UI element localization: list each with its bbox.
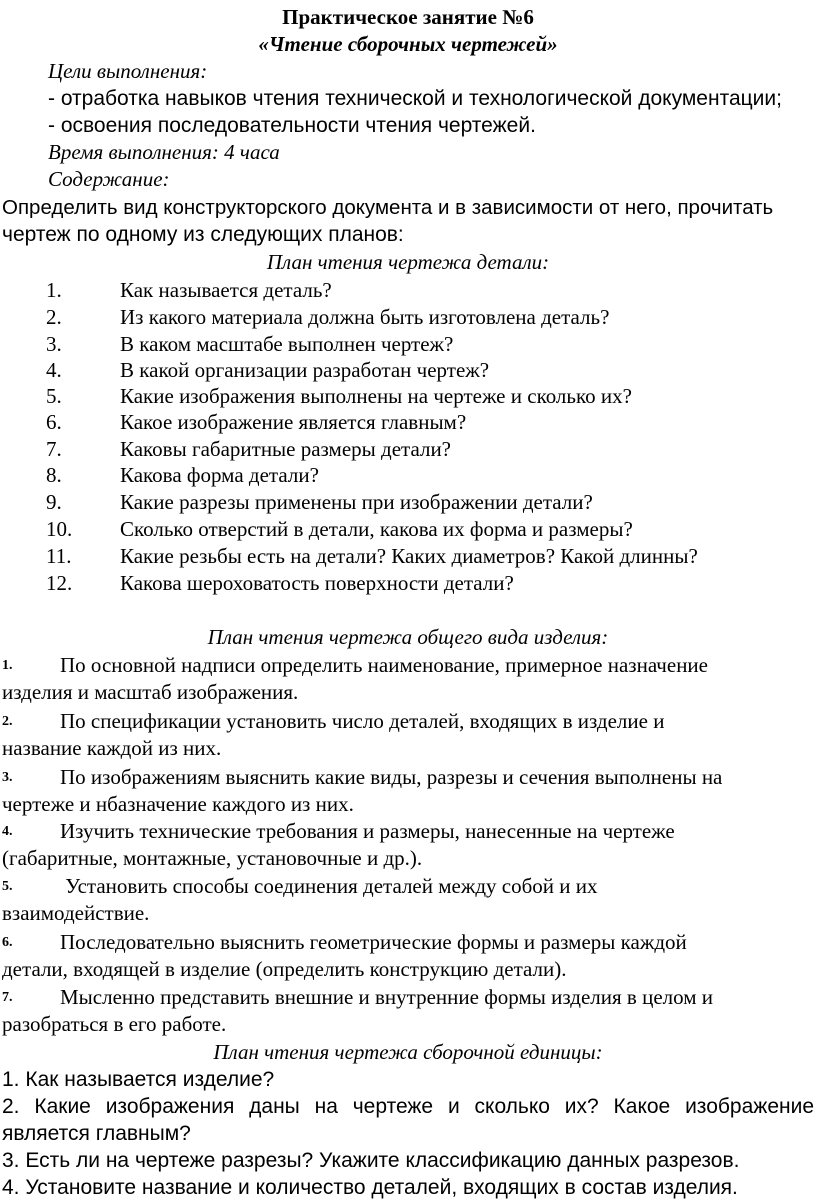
list-item-text: Какова форма детали? [120, 463, 319, 487]
list-item-text: Установить способы соединения деталей между собой и их [60, 874, 598, 898]
list-item-number: 12. [46, 571, 73, 595]
assembly-item-2-continuation: является главным? [2, 1122, 191, 1145]
list-item-text: Какие разрезы применены при изображении детали? [120, 490, 593, 514]
task-line-2: чертеж по одному из следующих планов: [2, 223, 404, 246]
list-item-text: Каковы габаритные размеры детали? [120, 437, 452, 461]
list-item-text: Изучить технические требования и размеры, нанесенные на чертеже [60, 819, 675, 843]
list-item-text: Какова шероховатость поверхности детали? [120, 571, 514, 595]
list-item-number: 1. [46, 278, 62, 302]
list-item-continuation: разобраться в его работе. [2, 1012, 227, 1036]
list-item-text: По спецификации установить число деталей, входящих в изделие и [60, 709, 665, 733]
list-item-number: 6. [46, 410, 62, 434]
list-item-number: 3. [2, 770, 13, 785]
list-item-number: 3. [46, 332, 62, 356]
list-item-text: Последовательно выяснить геометрические формы и размеры каждой [60, 930, 687, 954]
list-item-text: В какой организации разработан чертеж? [120, 358, 490, 382]
assembly-item-2-text: 2. Какие изображения даны на чертеже и сколько их? Какое изображение [2, 1095, 814, 1118]
plan-assembly-heading: План чтения чертежа сборочной единицы: [213, 1040, 603, 1064]
list-item-text: Сколько отверстий в детали, какова их форма и размеры? [120, 517, 633, 541]
list-item-continuation: взаимодействие. [2, 901, 150, 925]
list-item-number: 4. [46, 358, 62, 382]
list-item-text: Какое изображение является главным? [120, 410, 467, 434]
list-item-number: 2. [2, 714, 13, 729]
goal-item-2: - освоения последовательности чтения чертежей. [48, 114, 536, 137]
content-label: Содержание: [48, 167, 170, 191]
list-item-continuation: чертеже и нбазначение каждого из них. [2, 792, 354, 816]
list-item-number: 11. [46, 544, 72, 568]
list-item-continuation: (габаритные, монтажные, установочные и др.). [2, 846, 423, 870]
plan-detail-heading: План чтения чертежа детали: [266, 250, 550, 274]
list-item-number: 7. [46, 437, 62, 461]
assembly-item-4: 4. Установите название и количество деталей, входящих в состав изделия. [2, 1176, 738, 1199]
list-item-number: 4. [2, 824, 13, 839]
list-item-text: По основной надписи определить наименование, примерное назначение [60, 653, 708, 677]
list-item-text: Как называется деталь? [120, 278, 332, 302]
list-item-continuation: изделия и масштаб изображения. [2, 680, 299, 704]
assembly-item-2 [2, 1093, 814, 1120]
list-item-number: 7. [2, 990, 13, 1005]
goals-label: Цели выполнения: [48, 59, 208, 83]
list-item-number: 10. [46, 517, 73, 541]
page-subtitle: «Чтение сборочных чертежей» [258, 32, 558, 56]
list-item-number: 5. [46, 384, 62, 408]
list-item-text: Какие резьбы есть на детали? Каких диаметров? Какой длинны? [120, 544, 698, 568]
list-item-continuation: название каждой из них. [2, 736, 222, 760]
list-item-text: Какие изображения выполнены на чертеже и сколько их? [120, 384, 632, 408]
list-item-number: 6. [2, 935, 13, 950]
list-item-number: 5. [2, 879, 13, 894]
list-item-text: По изображениям выяснить какие виды, разрезы и сечения выполнены на [60, 765, 723, 789]
assembly-item-3: 3. Есть ли на чертеже разрезы? Укажите классификацию данных разрезов. [2, 1149, 740, 1172]
task-line-1: Определить вид конструкторского документа и в зависимости от него, прочитать [2, 196, 774, 219]
list-item-text: Мысленно представить внешние и внутренние формы изделия в целом и [60, 985, 714, 1009]
time-label: Время выполнения: 4 часа [48, 140, 280, 164]
list-item-text: В каком масштабе выполнен чертеж? [120, 332, 454, 356]
list-item-text: Из какого материала должна быть изготовлена деталь? [120, 305, 610, 329]
list-item-number: 2. [46, 305, 62, 329]
list-item-number: 8. [46, 463, 62, 487]
goal-item-1: - отработка навыков чтения технической и технологической документации; [48, 87, 782, 110]
plan-general-heading: План чтения чертежа общего вида изделия: [207, 625, 609, 649]
list-item-continuation: детали, входящей в изделие (определить конструкцию детали). [2, 957, 567, 981]
list-item-number: 1. [2, 658, 13, 673]
list-item-number: 9. [46, 490, 62, 514]
page-title: Практическое занятие №6 [282, 5, 534, 29]
assembly-item-1: 1. Как называется изделие? [2, 1068, 275, 1091]
